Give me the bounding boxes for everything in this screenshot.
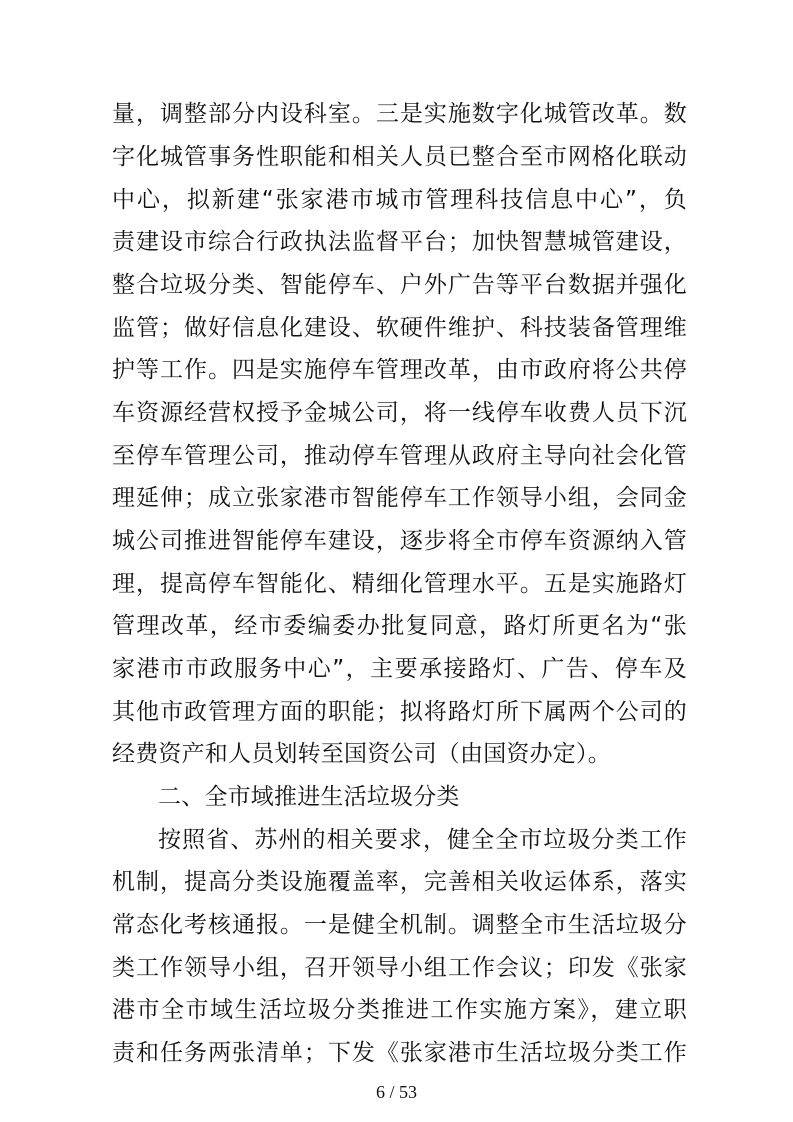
- body-text-line: 字化城管事务性职能和相关人员已整合至市网格化联动: [112, 144, 687, 170]
- body-text-line: 至停车管理公司，推动停车管理从政府主导向社会化管: [112, 443, 687, 469]
- body-text-line: 机制，提高分类设施覆盖率，完善相关收运体系，落实: [112, 869, 687, 895]
- body-text-line: 责建设市综合行政执法监督平台；加快智慧城管建设，: [112, 229, 687, 255]
- body-text-line: 管理改革，经市委编委办批复同意，路灯所更名为“张: [112, 613, 687, 639]
- body-text-line: 车资源经营权授予金城公司，将一线停车收费人员下沉: [112, 400, 687, 426]
- body-text-line: 整合垃圾分类、智能停车、户外广告等平台数据并强化: [112, 272, 687, 298]
- body-text-line: 理延伸；成立张家港市智能停车工作领导小组，会同金: [112, 485, 687, 511]
- body-text-line: 城公司推进智能停车建设，逐步将全市停车资源纳入管: [112, 528, 687, 554]
- body-text-line: 常态化考核通报。一是健全机制。调整全市生活垃圾分: [112, 912, 687, 938]
- paragraph-first-line: 按照省、苏州的相关要求，健全全市垃圾分类工作: [158, 827, 687, 853]
- page-number: 6 / 53: [375, 1082, 417, 1102]
- body-text-line: 监管；做好信息化建设、软硬件维护、科技装备管理维: [112, 315, 687, 341]
- body-text-line: 类工作领导小组，召开领导小组工作会议；印发《张家: [112, 955, 687, 981]
- body-text-line: 中心，拟新建“张家港市城市管理科技信息中心”，负: [112, 187, 687, 213]
- body-text-line: 量，调整部分内设科室。三是实施数字化城管改革。数: [112, 101, 687, 127]
- body-text-line: 经费资产和人员划转至国资公司（由国资办定）。: [112, 741, 611, 767]
- body-text-line: 其他市政管理方面的职能；拟将路灯所下属两个公司的: [112, 699, 687, 725]
- body-text-line: 港市全市域生活垃圾分类推进工作实施方案》，建立职: [112, 997, 687, 1023]
- body-text-line: 理，提高停车智能化、精细化管理水平。五是实施路灯: [112, 571, 687, 597]
- body-text-line: 责和任务两张清单；下发《张家港市生活垃圾分类工作: [112, 1040, 687, 1066]
- body-text-line: 家港市市政服务中心”，主要承接路灯、广告、停车及: [112, 656, 687, 682]
- section-heading: 二、全市域推进生活垃圾分类: [158, 784, 460, 810]
- body-text-line: 护等工作。四是实施停车管理改革，由市政府将公共停: [112, 357, 687, 383]
